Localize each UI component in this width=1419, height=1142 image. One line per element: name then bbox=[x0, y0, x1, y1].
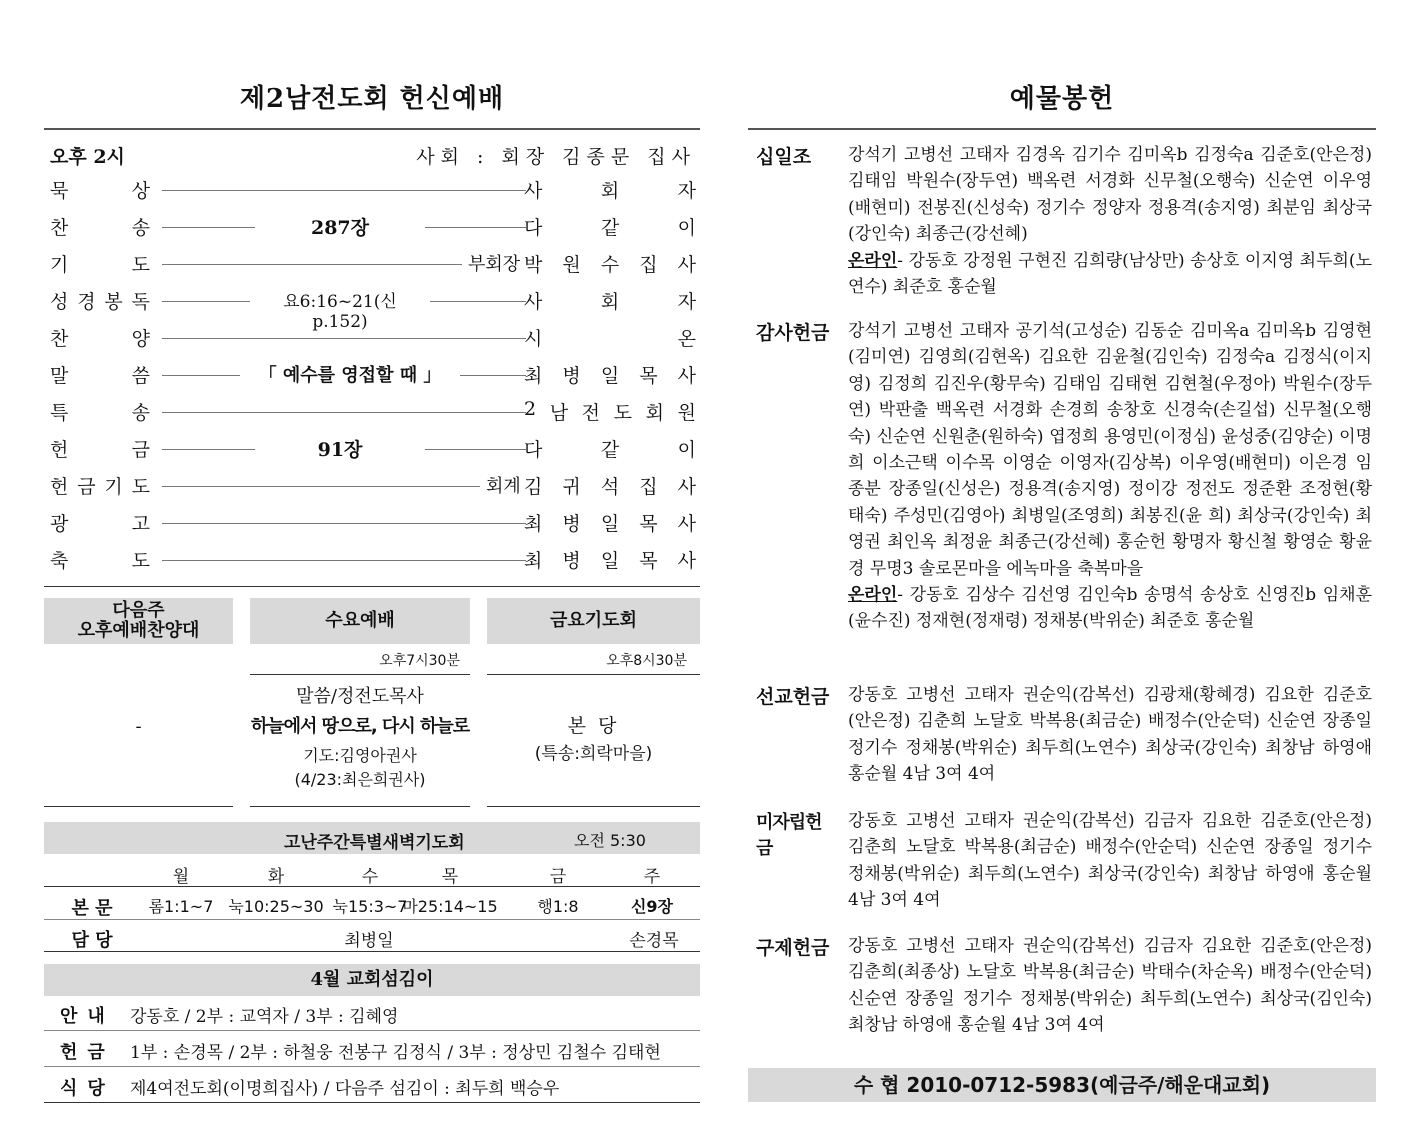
dawn-leader-main: 최병일 bbox=[344, 931, 394, 951]
offering-donors: 강석기 고병선 고태자 공기석(고성순) 김동순 김미옥a 김미옥b 김영현(김미연) 김영희(김현옥) 김요한 김윤철(김인숙) 김정숙a 김정식(이지영) 김정희 김진우(황무숙) 김태임 김태현 김현철(우정아) 박원수(장두연) 박판출 백옥련 서경화 손경희 송창호 신경숙(손길섭) 신무철(오행숙) 신순연 신원춘(원하숙) 엽정희 용영민(이정심) 윤성중(김양순) 이명희 이소근택 이수목 이영순 이영자(김상복) 이우영(배현미) 이은경 임종분 장종일(신성은) 정용격(송지영) 정이강 정전도 정준환 조정현(황태숙) 주성민(김영아) 최병일(조영희) 최봉진(윤 희) 최상국(강인숙) 최영권 최인옥 최정윤 최종근(강선혜) 홍순헌 황명자 황신철 황영순 황윤경 무명3 솔로몬마을 에녹마을 축복마을 bbox=[848, 321, 1372, 579]
divider bbox=[44, 1102, 700, 1103]
servers-value: 1부 : 손경목 / 2부 : 하철웅 전봉구 김정식 / 3부 : 정상민 김철수 김태현 bbox=[130, 1043, 661, 1063]
servers-key: 식당 bbox=[60, 1078, 115, 1099]
dawn-prayer-title: 고난주간특별새벽기도회 bbox=[284, 833, 465, 853]
offering-donors: 강동호 고병선 고태자 권순익(감복선) 김광채(황혜경) 김요한 김준호(안은정) 김춘희 노달호 박복용(최금순) 배정수(안순덕) 신순연 장종일 정기수 정채봉(박위순) 최두희(노연수) 최상국(강인숙) 최창남 하영애 홍순월 4남 3여 4여 bbox=[848, 685, 1372, 785]
leader-dots bbox=[162, 190, 526, 191]
wed-prayer-next: (4/23:최은희권사) bbox=[294, 770, 426, 789]
dawn-scripture: 신9장 bbox=[630, 897, 674, 916]
dawn-scripture: 롬1:1~7 bbox=[148, 897, 214, 916]
service-label: 광 고 bbox=[50, 513, 150, 535]
leader-dots bbox=[162, 486, 480, 487]
dawn-texts-row bbox=[44, 890, 700, 920]
fri-box-title: 금요기도회 bbox=[550, 610, 637, 631]
offering-type: 구제헌금 bbox=[756, 937, 830, 959]
divider bbox=[44, 1030, 700, 1031]
service-detail: 요6:16~21(신p.152) bbox=[250, 287, 430, 332]
dawn-day: 월 bbox=[172, 867, 190, 887]
dawn-day: 수 bbox=[361, 867, 379, 887]
service-label: 찬 송 bbox=[50, 217, 150, 239]
service-person: 최 병 일 목 사 bbox=[524, 513, 696, 535]
servers-value: 강동호 / 2부 : 교역자 / 3부 : 김혜영 bbox=[130, 1007, 399, 1027]
service-role: 부회장 bbox=[468, 254, 521, 275]
choir-bottom-rule bbox=[44, 806, 233, 807]
wed-bottom-rule bbox=[250, 806, 470, 807]
offering-donors: 강동호 고병선 고태자 권순익(감복선) 김금자 김요한 김준호(안은정) 김춘희(최종상) 노달호 박복용(최금순) 박태수(차순옥) 배정수(안순덕) 신순연 장종일 정기수 정채봉(박위순) 최두희(노연수) 최상국(김인숙) 최창남 하영애 홍순월 4남 3여 4여 bbox=[848, 936, 1372, 1036]
offering-names bbox=[848, 682, 1372, 788]
service-row bbox=[50, 509, 696, 539]
offering-names bbox=[848, 933, 1372, 1039]
servers-header: 4월 교회섬김이 bbox=[44, 964, 700, 996]
worship-title: 제2남전도회 헌신예배 bbox=[239, 84, 505, 114]
service-person: 박 원 수 집 사 bbox=[524, 254, 696, 276]
divider bbox=[44, 586, 700, 587]
offering-names bbox=[848, 318, 1372, 635]
choir-content: - bbox=[135, 716, 142, 737]
service-row bbox=[50, 213, 696, 243]
service-person: 다 같 이 bbox=[524, 217, 696, 239]
fri-time-rule bbox=[487, 674, 700, 675]
service-label: 성 경 봉 독 bbox=[50, 291, 150, 313]
offering-names bbox=[848, 808, 1372, 914]
service-detail: 287장 bbox=[255, 213, 425, 240]
service-row bbox=[50, 546, 696, 576]
service-row bbox=[50, 324, 696, 354]
divider bbox=[44, 919, 700, 920]
service-person: 김 귀 석 집 사 bbox=[524, 476, 696, 498]
dawn-text-label: 본 문 bbox=[71, 898, 113, 919]
service-row bbox=[50, 176, 696, 206]
online-label: 온라인 bbox=[848, 585, 898, 606]
offering-type: 선교헌금 bbox=[756, 686, 830, 708]
service-row bbox=[50, 435, 696, 465]
servers-row-offering bbox=[44, 1032, 700, 1068]
service-label: 축 도 bbox=[50, 550, 150, 572]
offering-type: 십일조 bbox=[756, 146, 812, 168]
service-person: 최 병 일 목 사 bbox=[524, 365, 696, 387]
dawn-day: 금 bbox=[549, 867, 567, 887]
service-row bbox=[50, 398, 696, 428]
divider bbox=[44, 951, 700, 952]
bank-account: 수 협 2010-0712-5983(예금주/해운대교회) bbox=[748, 1068, 1376, 1102]
service-header bbox=[50, 142, 696, 168]
leader-dots bbox=[162, 264, 462, 265]
service-detail: 「 예수를 영접할 때 」 bbox=[240, 361, 460, 387]
choir-box-header bbox=[44, 598, 233, 644]
dawn-scripture: 행1:8 bbox=[537, 897, 579, 916]
fri-content bbox=[487, 712, 700, 768]
service-role: 회계 bbox=[486, 476, 521, 497]
divider bbox=[44, 886, 700, 887]
service-row bbox=[50, 361, 696, 391]
wed-time: 오후7시30분 bbox=[379, 653, 460, 669]
dawn-scripture: 마25:14~15 bbox=[402, 897, 498, 916]
service-row bbox=[50, 250, 696, 280]
offering-donors: 강동호 고병선 고태자 권순익(감복선) 김금자 김요한 김준호(안은정) 김춘희 노달호 박복용(최금순) 배정수(안순덕) 신순연 장종일 정기수 정채봉(박위순) 최두희(노연수) 최상국(강인숙) 최창남 하영애 홍순월 4남 3여 4여 bbox=[848, 811, 1372, 911]
offering-type: 감사헌금 bbox=[756, 322, 830, 344]
leader-dots bbox=[162, 412, 526, 413]
service-detail: 91장 bbox=[255, 435, 425, 462]
service-label: 기 도 bbox=[50, 254, 150, 276]
leader-dots bbox=[162, 560, 526, 561]
title-divider bbox=[44, 128, 700, 130]
dawn-day: 화 bbox=[267, 867, 285, 887]
dawn-leader-row bbox=[44, 922, 700, 952]
fri-box-header bbox=[487, 598, 700, 644]
servers-key: 헌금 bbox=[60, 1042, 115, 1063]
divider bbox=[44, 1066, 700, 1067]
dawn-day: 주 bbox=[643, 867, 661, 887]
service-label: 헌 금 기 도 bbox=[50, 476, 150, 498]
dawn-scripture: 눅15:3~7 bbox=[332, 897, 408, 916]
fri-bottom-rule bbox=[487, 806, 700, 807]
service-row bbox=[50, 287, 696, 332]
servers-row-kitchen bbox=[44, 1068, 700, 1104]
dawn-leader-sunday: 손경목 bbox=[629, 931, 679, 951]
service-label: 찬 양 bbox=[50, 328, 150, 350]
dawn-prayer-time: 오전 5:30 bbox=[574, 831, 646, 850]
dawn-scripture: 눅10:25~30 bbox=[228, 897, 324, 916]
offering-names bbox=[848, 142, 1372, 300]
dawn-prayer-header bbox=[44, 822, 700, 854]
wed-box-header bbox=[250, 598, 470, 644]
wed-time-rule bbox=[250, 674, 470, 675]
service-person: 사 회 자 bbox=[524, 180, 696, 202]
choir-box-title-1: 다음주 bbox=[112, 600, 165, 621]
servers-row-usher bbox=[44, 996, 700, 1032]
wed-content bbox=[250, 684, 470, 792]
leader-dots bbox=[162, 338, 526, 339]
wed-prayer: 기도:김영아권사 bbox=[303, 746, 417, 765]
service-time: 오후 2시 bbox=[50, 146, 125, 168]
leader-dots bbox=[162, 523, 526, 524]
service-person: 사 회 자 bbox=[524, 291, 696, 313]
title-divider bbox=[748, 128, 1376, 130]
servers-value: 제4여전도회(이명희집사) / 다음주 섬김이 : 최두희 백승우 bbox=[130, 1079, 560, 1099]
service-label: 특 송 bbox=[50, 402, 150, 424]
online-label: 온라인 bbox=[848, 250, 898, 271]
online-donors: - 강동호 김상수 김선영 김인숙b 송명석 송상호 신영진b 임채훈(윤수진) 정재현(정재령) 정채봉(박위순) 최준호 홍순월 bbox=[848, 585, 1372, 632]
service-person: 시 온 bbox=[524, 328, 696, 350]
fri-special-song: (특송:희락마을) bbox=[534, 744, 653, 764]
wed-preacher: 말씀/정전도목사 bbox=[296, 686, 424, 707]
offering-title: 예물봉헌 bbox=[1009, 84, 1115, 114]
dawn-day: 목 bbox=[441, 867, 459, 887]
offering-type: 미자립헌금 bbox=[756, 812, 822, 859]
fri-time: 오후8시30분 bbox=[606, 653, 687, 669]
service-person: 최 병 일 목 사 bbox=[524, 550, 696, 572]
service-row bbox=[50, 472, 696, 502]
service-label: 말 씀 bbox=[50, 365, 150, 387]
service-host: 사회 : 회장 김종문 집사 bbox=[416, 146, 696, 168]
wed-sermon-title: 하늘에서 땅으로, 다시 하늘로 bbox=[250, 716, 470, 737]
online-donors: - 강동호 강정원 구현진 김희량(남상만) 송상호 이지영 최두희(노연수) 최준호 홍순월 bbox=[848, 250, 1372, 298]
servers-key: 안내 bbox=[60, 1006, 115, 1027]
service-label: 헌 금 bbox=[50, 439, 150, 461]
dawn-leader-label: 담 당 bbox=[71, 930, 113, 951]
offering-donors: 강석기 고병선 고태자 김경옥 김기수 김미옥b 김정숙a 김준호(안은정) 김태임 박원수(장두연) 백옥련 서경화 신무철(오행숙) 신순연 이우영(배현미) 전봉진(신성숙) 정기수 정양자 정용격(송지영) 최분임 최상국(강인숙) 최종근(강선혜) bbox=[848, 145, 1372, 245]
service-person: 다 같 이 bbox=[524, 439, 696, 461]
dawn-days-row bbox=[44, 858, 700, 886]
service-label: 묵 상 bbox=[50, 180, 150, 202]
wed-box-title: 수요예배 bbox=[325, 610, 395, 631]
choir-box-title-2: 오후예배찬양대 bbox=[77, 620, 200, 641]
fri-place: 본 당 bbox=[567, 715, 620, 737]
service-person: 2 남 전 도 회 원 bbox=[524, 398, 696, 424]
